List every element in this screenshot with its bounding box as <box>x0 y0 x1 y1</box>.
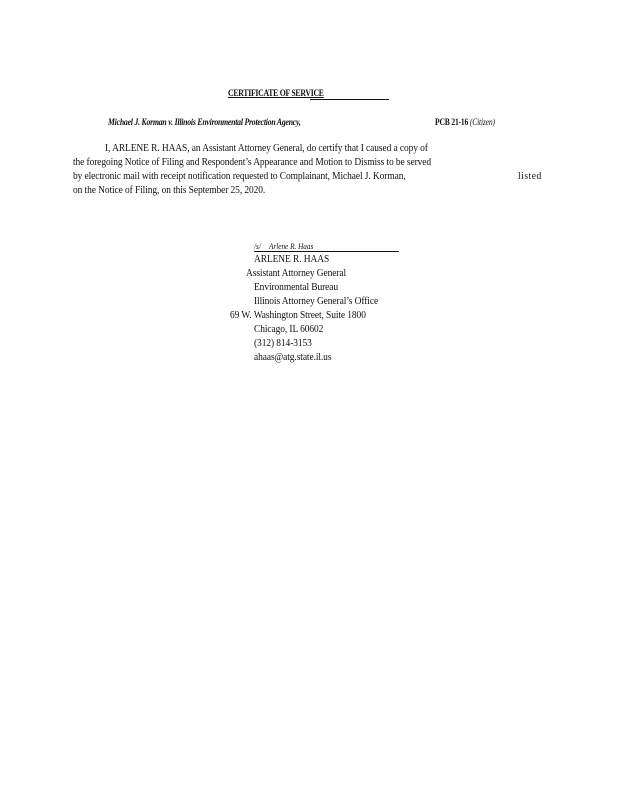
body-line-3: by electronic mail with receipt notification requested to Complainant, Michael J. Korman, <box>73 171 406 182</box>
signer-office: Illinois Attorney General’s Office <box>254 296 379 307</box>
signer-city-state-zip: Chicago, IL 60602 <box>254 324 324 335</box>
signature-name: Arlene R. Haas <box>269 241 314 251</box>
body-line-1: I, ARLENE R. HAAS, an Assistant Attorney General, do certify that I caused a copy of <box>105 143 428 154</box>
body-line-4: on the Notice of Filing, on this September 25, 2020. <box>73 185 266 196</box>
signature-line <box>254 251 399 252</box>
signature-prefix: /s/ <box>254 241 261 251</box>
certificate-title <box>228 88 324 98</box>
title-underline-rule <box>310 99 389 100</box>
certificate-title-text: CERTIFICATE OF SERVICE <box>228 88 324 98</box>
signer-email: ahaas@atg.state.il.us <box>254 352 332 363</box>
signer-street-address: 69 W. Washington Street, Suite 1800 <box>230 310 366 321</box>
signer-name: ARLENE R. HAAS <box>254 254 330 265</box>
case-number <box>435 117 495 127</box>
case-number-text: PCB 21-16 <box>435 117 469 127</box>
case-caption: Michael J. Korman v. Illinois Environmental Protection Agency, <box>108 117 301 127</box>
body-line-3-trailing-word: listed <box>518 171 542 182</box>
case-type: (Citizen) <box>469 117 495 127</box>
signer-bureau: Environmental Bureau <box>254 282 339 293</box>
signer-title: Assistant Attorney General <box>246 268 347 279</box>
signer-phone: (312) 814-3153 <box>254 338 312 349</box>
body-line-2: the foregoing Notice of Filing and Respondent’s Appearance and Motion to Dismiss to be served <box>73 157 432 168</box>
